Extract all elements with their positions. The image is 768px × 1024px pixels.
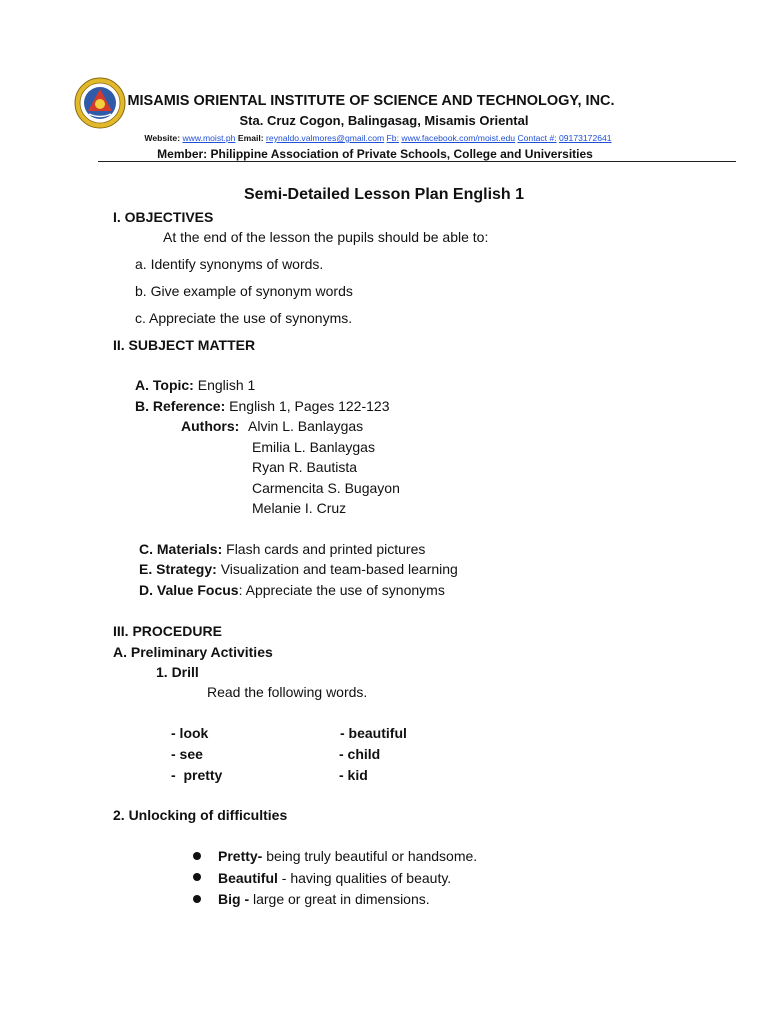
subject-matter-heading: II. SUBJECT MATTER — [113, 337, 256, 353]
materials-line — [139, 541, 425, 557]
bullet-icon — [193, 895, 201, 903]
preliminary-heading: A. Preliminary Activities — [113, 644, 273, 660]
drill-instruction: Read the following words. — [207, 684, 368, 700]
membership-line: Member: Philippine Association of Private Schools, College and Universities — [157, 147, 593, 161]
drill-heading: 1. Drill — [156, 664, 199, 680]
definition-text: large or great in dimensions. — [249, 891, 430, 907]
email-link[interactable]: reynaldo.valmores@gmail.com — [266, 133, 385, 143]
topic-line — [135, 377, 255, 393]
reference-value: English 1, Pages 122-123 — [225, 398, 390, 414]
objective-item: c. Appreciate the use of synonyms. — [135, 310, 353, 326]
definition-term: Beautiful — [218, 870, 278, 886]
objective-item: b. Give example of synonym words — [135, 283, 353, 299]
bullet-icon — [193, 852, 201, 860]
author-name: Melanie I. Cruz — [252, 500, 347, 516]
value-focus-line — [139, 582, 445, 598]
email-label: Email: — [237, 133, 264, 143]
facebook-link[interactable]: www.facebook.com/moist.edu — [401, 133, 516, 143]
definition-term: Big - — [218, 891, 250, 907]
definition-term: Pretty- — [218, 848, 263, 864]
objectives-intro: At the end of the lesson the pupils should be able to: — [163, 229, 489, 245]
institution-address: Sta. Cruz Cogon, Balingasag, Misamis Oriental — [239, 113, 529, 128]
contact-label: Contact #: — [517, 133, 557, 143]
bullet-icon — [193, 873, 201, 881]
strategy-value: Visualization and team-based learning — [216, 561, 458, 577]
definition-text: being truly beautiful or handsome. — [262, 848, 478, 864]
authors-label: Authors: — [181, 418, 240, 434]
definition-item — [218, 891, 430, 907]
unlocking-heading: 2. Unlocking of difficulties — [113, 807, 288, 823]
drill-word: - look — [171, 725, 209, 741]
contact-line — [0, 133, 756, 143]
author-name: Emilia L. Banlaygas — [252, 439, 375, 455]
contact-number[interactable]: 09173172641 — [559, 133, 612, 143]
definition-text: - having qualities of beauty. — [277, 870, 452, 886]
website-label: Website: — [144, 133, 181, 143]
topic-value: English 1 — [193, 377, 256, 393]
reference-label: B. Reference: — [135, 398, 226, 414]
drill-word: - kid — [339, 767, 368, 783]
drill-word: - see — [171, 746, 203, 762]
drill-word: - beautiful — [340, 725, 407, 741]
author-name: Carmencita S. Bugayon — [252, 480, 400, 496]
materials-value: Flash cards and printed pictures — [222, 541, 426, 557]
drill-word: - child — [339, 746, 381, 762]
definition-item — [218, 848, 477, 864]
objective-item: a. Identify synonyms of words. — [135, 256, 324, 272]
fb-label: Fb: — [386, 133, 399, 143]
strategy-line — [139, 561, 458, 577]
definition-item — [218, 870, 451, 886]
strategy-label: E. Strategy: — [139, 561, 217, 577]
topic-label: A. Topic: — [135, 377, 194, 393]
header-divider — [98, 161, 736, 162]
drill-word: - pretty — [171, 767, 223, 783]
author-name: Ryan R. Bautista — [252, 459, 358, 475]
author-name: Alvin L. Banlaygas — [248, 418, 364, 434]
institution-name: MISAMIS ORIENTAL INSTITUTE OF SCIENCE AND TECHNOLOGY, INC. — [127, 93, 615, 109]
procedure-heading: III. PROCEDURE — [113, 623, 222, 639]
value-focus-value: : Appreciate the use of synonyms — [238, 582, 445, 598]
materials-label: C. Materials: — [139, 541, 223, 557]
document-title: Semi-Detailed Lesson Plan English 1 — [243, 186, 525, 203]
objectives-heading: I. OBJECTIVES — [113, 209, 214, 225]
reference-line — [135, 398, 390, 414]
website-link[interactable]: www.moist.ph — [182, 133, 236, 143]
value-focus-label: D. Value Focus — [139, 582, 239, 598]
